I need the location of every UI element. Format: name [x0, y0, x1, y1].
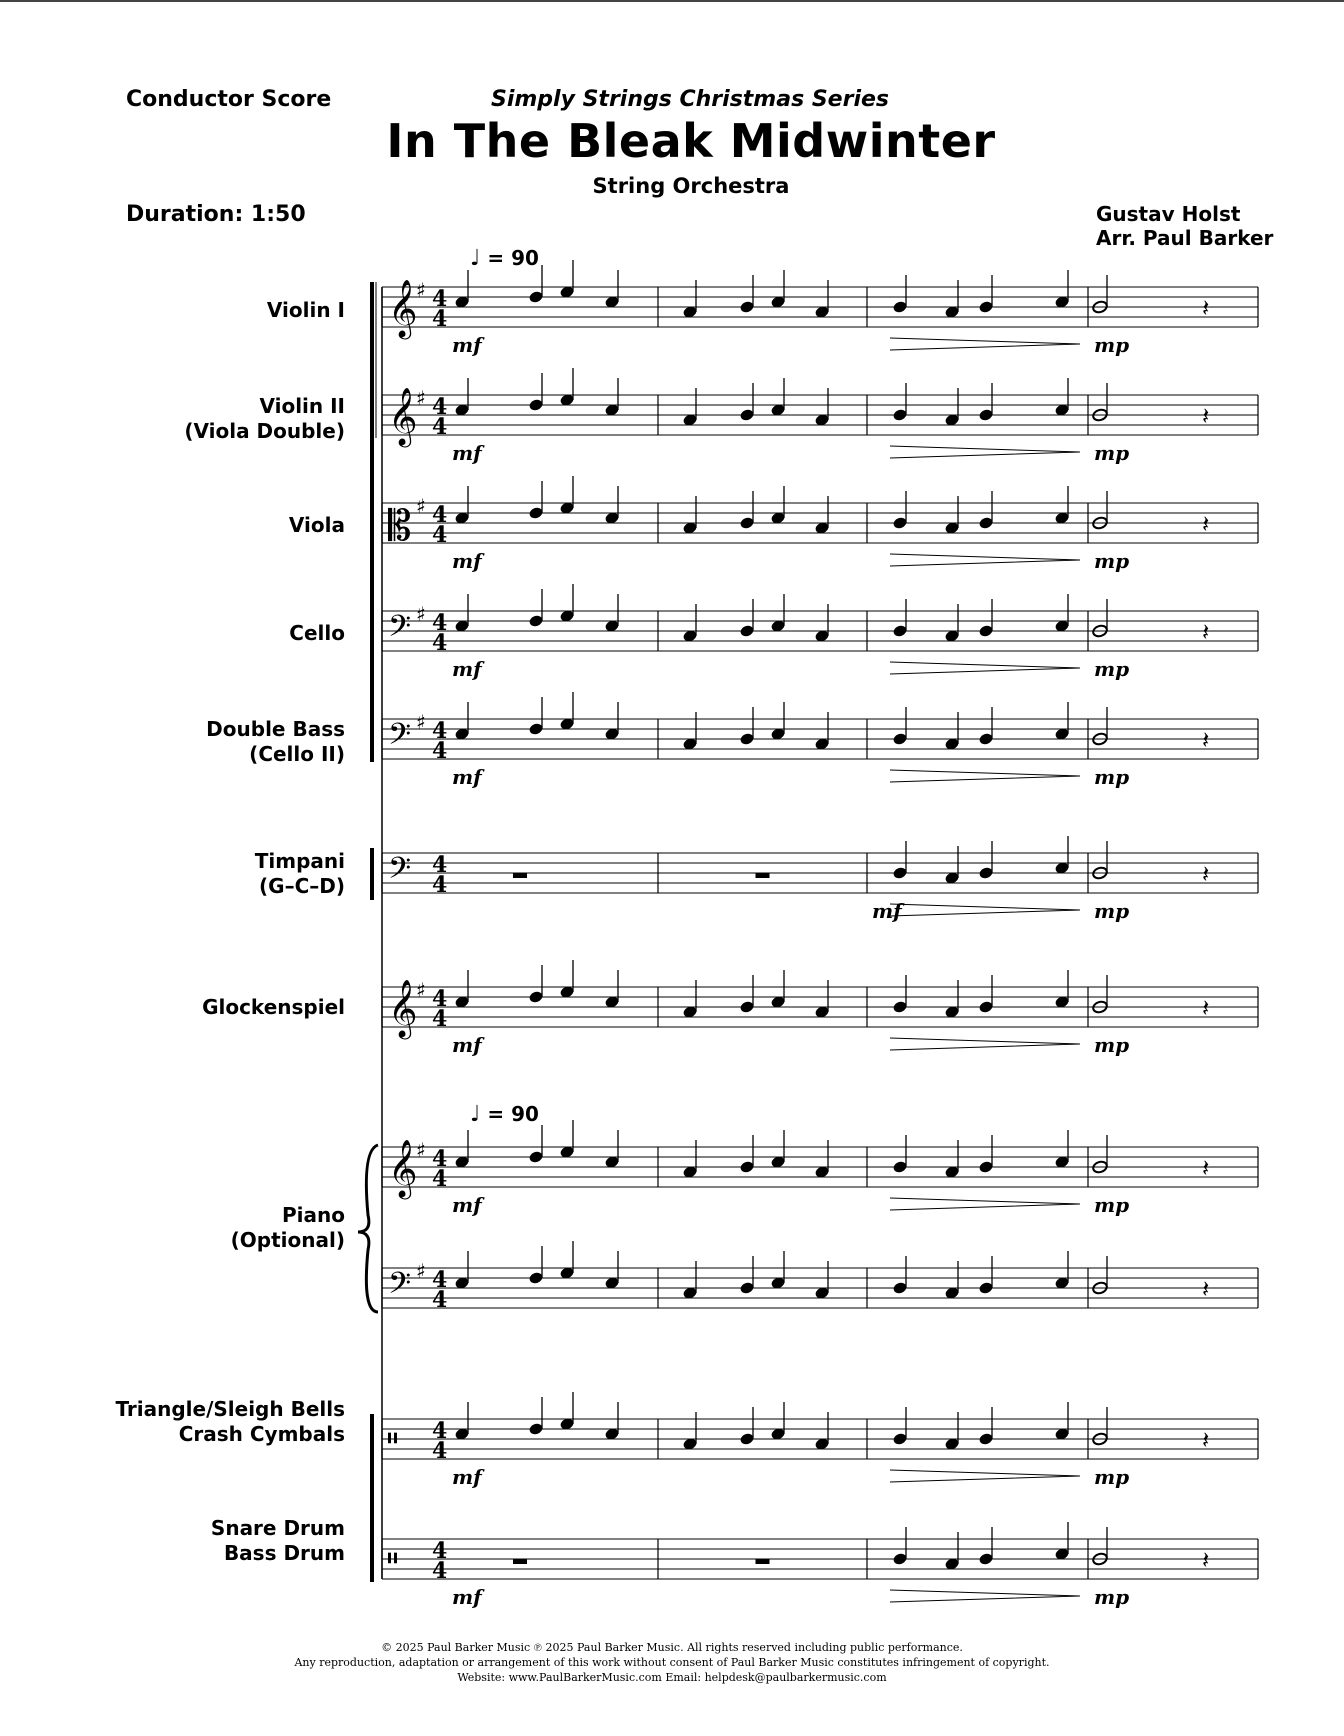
perc-clef-icon: 𝄥	[388, 1542, 397, 1577]
dynamic-mf: mf	[452, 1033, 482, 1057]
key-signature-sharp: ♯	[416, 710, 426, 734]
instrument-label: Viola	[288, 513, 345, 537]
time-signature-bottom: 4	[432, 630, 448, 656]
key-signature-sharp: ♯	[416, 978, 426, 1002]
dynamic-mf: mf	[452, 657, 482, 681]
time-signature-top: 4	[432, 286, 448, 312]
series-title: Simply Strings Christmas Series	[490, 87, 890, 112]
time-signature-bottom: 4	[432, 522, 448, 548]
ensemble-subtitle: String Orchestra	[592, 174, 790, 198]
decrescendo-hairpin	[890, 662, 1080, 674]
decrescendo-hairpin	[890, 446, 1080, 458]
percussion-bracket	[370, 1414, 374, 1582]
quarter-rest: 𝄽	[1202, 860, 1210, 888]
score-type-label: Conductor Score	[126, 87, 332, 112]
bass-clef-icon: 𝄢	[388, 718, 412, 759]
duration-label: Duration: 1:50	[126, 202, 306, 227]
bass-clef-icon: 𝄢	[388, 852, 412, 893]
key-signature-sharp: ♯	[416, 494, 426, 518]
key-signature-sharp: ♯	[416, 278, 426, 302]
instrument-label: Glockenspiel	[202, 995, 345, 1019]
dynamic-mf: mf	[872, 899, 902, 923]
time-signature-top: 4	[432, 1538, 448, 1564]
dynamic-mf: mf	[452, 333, 482, 357]
composer-name: Gustav Holst	[1096, 202, 1241, 226]
bass-clef-icon: 𝄢	[388, 1267, 412, 1308]
dynamic-mp: mp	[1094, 333, 1130, 357]
instrument-label: Triangle/Sleigh Bells Crash Cymbals	[115, 1397, 345, 1446]
time-signature-top: 4	[432, 718, 448, 744]
time-signature-bottom: 4	[432, 1287, 448, 1313]
key-signature-sharp: ♯	[416, 386, 426, 410]
whole-rest	[756, 873, 770, 878]
dynamic-mf: mf	[452, 441, 482, 465]
decrescendo-hairpin	[890, 1590, 1080, 1602]
time-signature-top: 4	[432, 1418, 448, 1444]
instrument-label: Violin II (Viola Double)	[184, 394, 345, 443]
key-signature-sharp: ♯	[416, 1259, 426, 1283]
piece-title: In The Bleak Midwinter	[386, 114, 996, 168]
instrument-label: Violin I	[266, 298, 345, 322]
strings-bracket	[370, 282, 374, 762]
time-signature-top: 4	[432, 1146, 448, 1172]
instrument-label: Timpani (G–C–D)	[254, 849, 345, 898]
dynamic-mf: mf	[452, 1465, 482, 1489]
quarter-rest: 𝄽	[1202, 994, 1210, 1022]
whole-rest	[513, 873, 527, 878]
time-signature-top: 4	[432, 852, 448, 878]
quarter-rest: 𝄽	[1202, 726, 1210, 754]
key-signature-sharp: ♯	[416, 1138, 426, 1162]
instrument-label: Piano (Optional)	[230, 1203, 345, 1252]
quarter-rest: 𝄽	[1202, 1275, 1210, 1303]
dynamic-mf: mf	[452, 549, 482, 573]
decrescendo-hairpin	[890, 1470, 1080, 1482]
instrument-label: Double Bass (Cello II)	[206, 717, 345, 766]
time-signature-top: 4	[432, 1267, 448, 1293]
whole-rest	[756, 1559, 770, 1564]
decrescendo-hairpin	[890, 904, 1080, 916]
timpani-bracket	[370, 848, 374, 900]
copyright-line: © 2025 Paul Barker Music ℗ 2025 Paul Barker Music. All rights reserved including public performance.	[381, 1641, 963, 1654]
whole-rest	[513, 1559, 527, 1564]
dynamic-mp: mp	[1094, 899, 1130, 923]
dynamic-mp: mp	[1094, 1585, 1130, 1609]
instrument-label: Snare Drum Bass Drum	[210, 1516, 345, 1565]
time-signature-top: 4	[432, 394, 448, 420]
time-signature-top: 4	[432, 986, 448, 1012]
dynamic-mp: mp	[1094, 441, 1130, 465]
decrescendo-hairpin	[890, 338, 1080, 350]
bass-clef-icon: 𝄢	[388, 610, 412, 651]
piano-brace	[358, 1145, 378, 1312]
alto-clef-icon: 𝄡	[388, 501, 412, 550]
time-signature-top: 4	[432, 610, 448, 636]
time-signature-bottom: 4	[432, 1006, 448, 1032]
tempo-marking-piano: ♩ = 90	[470, 1102, 539, 1127]
quarter-rest: 𝄽	[1202, 1546, 1210, 1574]
copyright-notice: Any reproduction, adaptation or arrangement of this work without consent of Paul Barker Music constitutes infringement of copyright.	[294, 1656, 1050, 1669]
key-signature-sharp: ♯	[416, 602, 426, 626]
dynamic-mf: mf	[452, 1585, 482, 1609]
time-signature-top: 4	[432, 502, 448, 528]
time-signature-bottom: 4	[432, 1166, 448, 1192]
decrescendo-hairpin	[890, 1198, 1080, 1210]
contact-line: Website: www.PaulBarkerMusic.com Email: helpdesk@paulbarkermusic.com	[457, 1671, 887, 1684]
dynamic-mf: mf	[452, 765, 482, 789]
dynamic-mp: mp	[1094, 1465, 1130, 1489]
quarter-rest: 𝄽	[1202, 510, 1210, 538]
treble-clef-icon: 𝄞	[388, 1139, 418, 1197]
time-signature-bottom: 4	[432, 872, 448, 898]
treble-clef-icon: 𝄞	[388, 279, 418, 337]
decrescendo-hairpin	[890, 770, 1080, 782]
instrument-label: Cello	[289, 621, 345, 645]
time-signature-bottom: 4	[432, 414, 448, 440]
quarter-rest: 𝄽	[1202, 294, 1210, 322]
quarter-rest: 𝄽	[1202, 1154, 1210, 1182]
tempo-marking: ♩ = 90	[470, 246, 539, 271]
dynamic-mf: mf	[452, 1193, 482, 1217]
decrescendo-hairpin	[890, 554, 1080, 566]
arranger-name: Arr. Paul Barker	[1096, 226, 1274, 250]
perc-clef-icon: 𝄥	[388, 1422, 397, 1457]
time-signature-bottom: 4	[432, 306, 448, 332]
dynamic-mp: mp	[1094, 1193, 1130, 1217]
quarter-rest: 𝄽	[1202, 402, 1210, 430]
time-signature-bottom: 4	[432, 738, 448, 764]
dynamic-mp: mp	[1094, 657, 1130, 681]
decrescendo-hairpin	[890, 1038, 1080, 1050]
dynamic-mp: mp	[1094, 549, 1130, 573]
time-signature-bottom: 4	[432, 1438, 448, 1464]
quarter-rest: 𝄽	[1202, 1426, 1210, 1454]
dynamic-mp: mp	[1094, 1033, 1130, 1057]
dynamic-mp: mp	[1094, 765, 1130, 789]
treble-clef-icon: 𝄞	[388, 979, 418, 1037]
time-signature-bottom: 4	[432, 1558, 448, 1584]
quarter-rest: 𝄽	[1202, 618, 1210, 646]
treble-clef-icon: 𝄞	[388, 387, 418, 445]
